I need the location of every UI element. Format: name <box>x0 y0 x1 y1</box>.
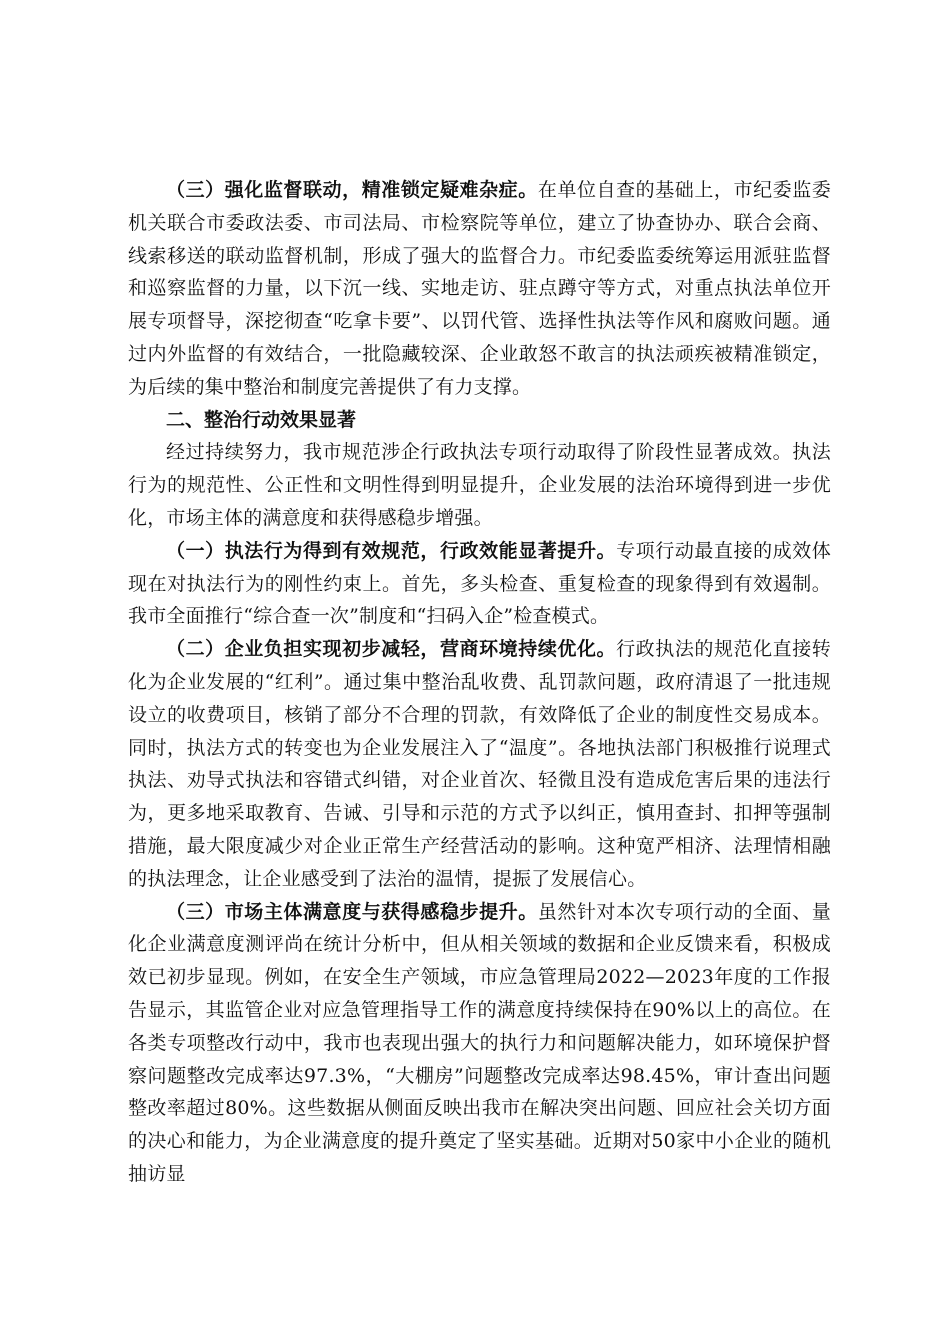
section-heading: 二、整治行动效果显著 <box>166 408 357 431</box>
paragraph-lead: （三）强化监督联动，精准锁定疑难杂症。 <box>166 179 538 201</box>
paragraph-burden-reduced <box>128 633 831 895</box>
paragraph-supervision-linkage <box>128 174 831 404</box>
paragraph-body: 行政执法的规范化直接转化为企业发展的“红利”。通过集中整治乱收费、乱罚款问题，政府清退了一批违规设立的收费项目，核销了部分不合理的罚款，有效降低了企业的制度性交易成本。同时，执法方式的转变也为企业发展注入了“温度”。各地执法部门积极推行说理式执法、劝导式执法和容错式纠错，对企业首次、轻微且没有造成危害后果的违法行为，更多地采取教育、告诫、引导和示范的方式予以纠正，慎用查封、扣押等强制措施，最大限度减少对企业正常生产经营活动的影响。这种宽严相济、法理情相融的执法理念，让企业感受到了法治的温情，提振了发展信心。 <box>128 638 832 890</box>
paragraph-body: 虽然针对本次专项行动的全面、量化企业满意度测评尚在统计分析中，但从相关领域的数据和企业反馈来看，积极成效已初步显现。例如，在安全生产领域，市应急管理局2022—2023年度的工作报告显示，其监管企业对应急管理指导工作的满意度持续保持在90%以上的高位。在各类专项整改行动中，我市也表现出强大的执行力和问题解决能力，如环境保护督察问题整改完成率达97.3%，“大棚房”问题整改完成率达98.45%，审计查出问题整改率超过80%。这些数据从侧面反映出我市在解决突出问题、回应社会关切方面的决心和能力，为企业满意度的提升奠定了坚实基础。近期对50家中小企业的随机抽访显 <box>128 900 831 1185</box>
paragraph-body: 经过持续努力，我市规范涉企行政执法专项行动取得了阶段性显著成效。执法行为的规范性、公正性和文明性得到明显提升，企业发展的法治环境得到进一步优化，市场主体的满意度和获得感稳步增强。 <box>128 441 831 529</box>
paragraph-overview <box>128 436 831 534</box>
paragraph-body: 在单位自查的基础上，市纪委监委机关联合市委政法委、市司法局、市检察院等单位，建立了协查协办、联合会商、线索移送的联动监督机制，形成了强大的监督合力。市纪委监委统筹运用派驻监督和巡察监督的力量，以下沉一线、实地走访、驻点蹲守等方式，对重点执法单位开展专项督导，深挖彻查“吃拿卡要”、以罚代管、选择性执法等作风和腐败问题。通过内外监督的有效结合，一批隐藏较深、企业敢怒不敢言的执法顽疾被精准锁定，为后续的集中整治和制度完善提供了有力支撑。 <box>128 179 831 398</box>
paragraph-lead: （三）市场主体满意度与获得感稳步提升。 <box>166 900 538 923</box>
paragraph-satisfaction-improved <box>128 896 831 1191</box>
paragraph-enforcement-standardized <box>128 535 831 633</box>
paragraph-body: 专项行动最直接的成效体现在对执法行为的刚性约束上。首先，多头检查、重复检查的现象得到有效遏制。我市全面推行“综合查一次”制度和“扫码入企”检查模式。 <box>128 539 832 628</box>
paragraph-lead: （二）企业负担实现初步减轻，营商环境持续优化。 <box>166 638 617 661</box>
document-page <box>128 174 831 1191</box>
paragraph-lead: （一）执法行为得到有效规范，行政效能显著提升。 <box>166 539 617 562</box>
